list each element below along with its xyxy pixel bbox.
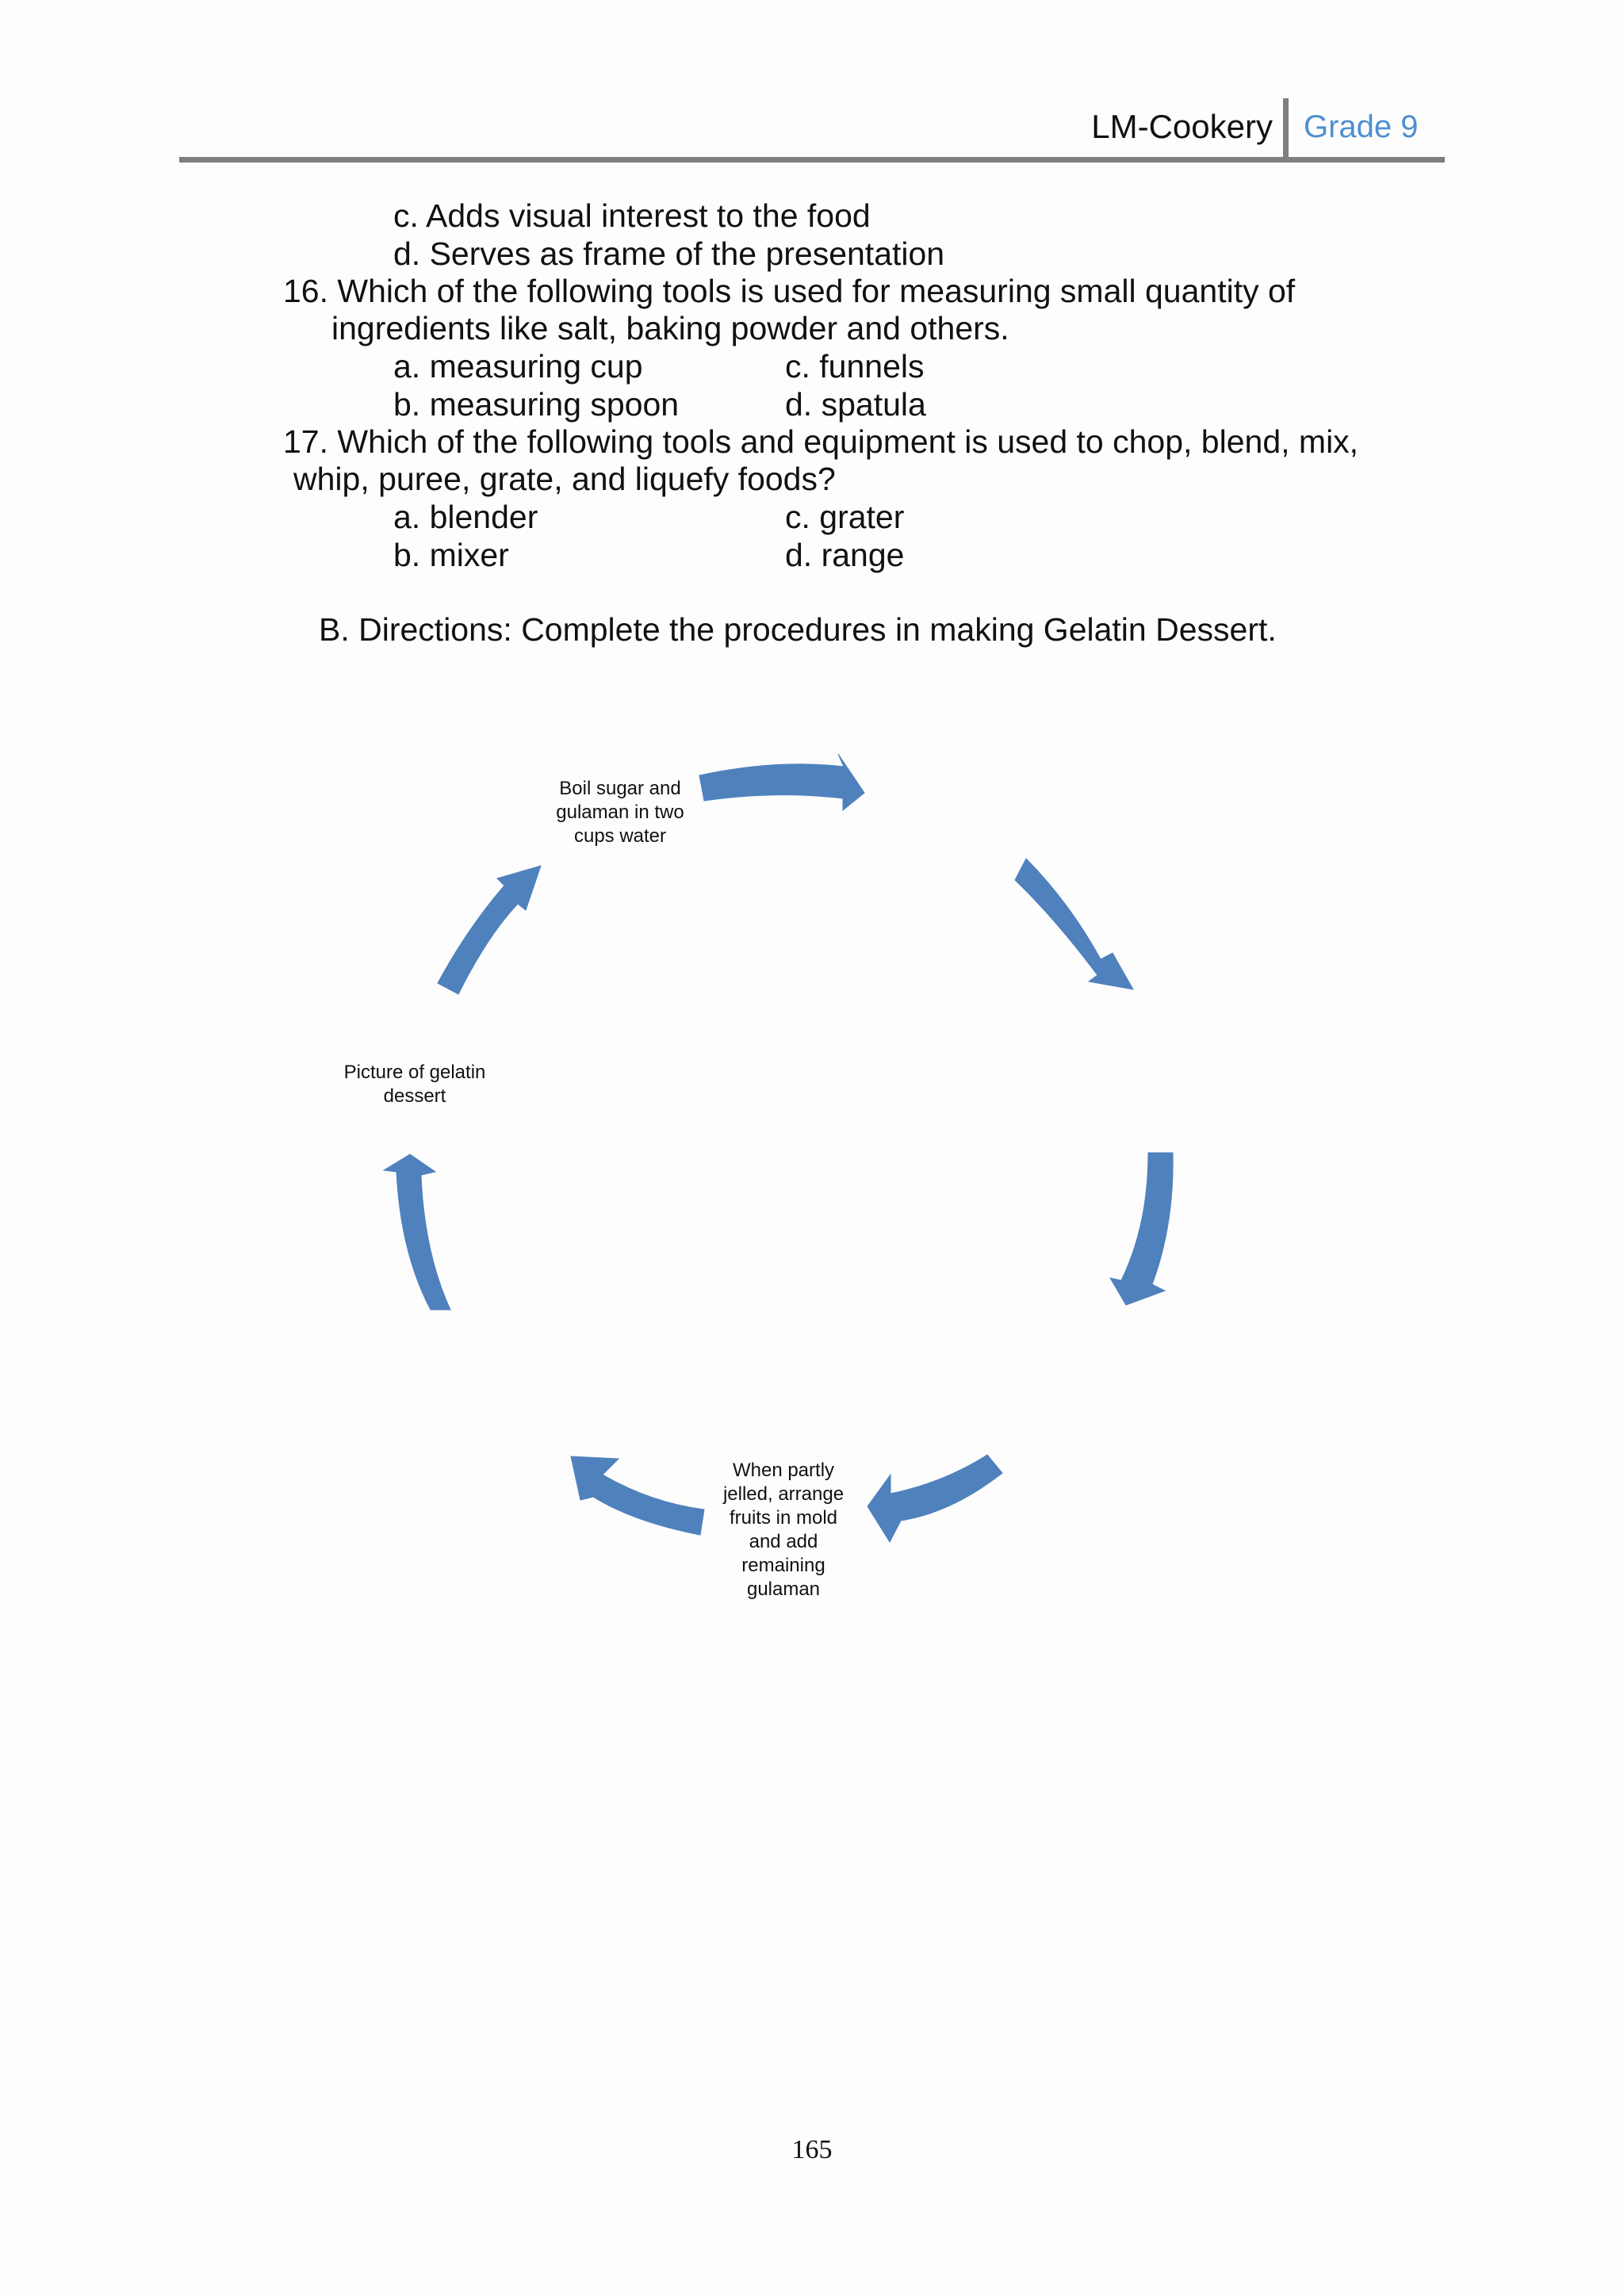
cycle-step-6-line: dessert (383, 1085, 446, 1107)
q15-option-c: c. Adds visual interest to the food (393, 197, 871, 234)
cycle-step-4-line: fruits in mold (729, 1507, 838, 1529)
cycle-step-4-label (699, 1459, 868, 1601)
cycle-step-4-line: gulaman (746, 1578, 821, 1600)
cycle-step-1-line: cups water (573, 825, 667, 847)
q16-option-b: b. measuring spoon (393, 386, 680, 423)
q17-stem-line2: whip, puree, grate, and liquefy foods? (293, 461, 836, 497)
cycle-step-6-label (327, 1061, 503, 1108)
cycle-arrow-7 (438, 866, 541, 994)
q16-option-c: c. funnels (785, 348, 925, 385)
q16-option-d: d. spatula (785, 386, 926, 423)
cycle-step-4-line: When partly (732, 1460, 835, 1481)
header-separator (1283, 98, 1289, 157)
cycle-step-6-line: Picture of gelatin (343, 1062, 486, 1083)
q17-option-b: b. mixer (393, 537, 509, 573)
q17-option-c: c. grater (785, 499, 905, 535)
cycle-step-4-line: and add (749, 1531, 818, 1552)
cycle-step-1-line: Boil sugar and (559, 778, 681, 799)
cycle-step-1-line: gulaman in two (556, 802, 684, 823)
q15-option-d: d. Serves as frame of the presentation (393, 235, 945, 272)
cycle-arrow-2 (1015, 859, 1133, 989)
q17-stem-line1: 17. Which of the following tools and equipment is used to chop, blend, mix, (283, 423, 1359, 460)
grade-label: Grade 9 (1304, 109, 1419, 144)
cycle-arrow-4 (868, 1455, 1002, 1542)
cycle-arrow-6 (384, 1154, 450, 1310)
course-title: LM-Cookery (1091, 108, 1273, 145)
cycle-step-1-label (530, 777, 710, 848)
q17-option-d: d. range (785, 537, 905, 573)
cycle-arrow-3 (1110, 1153, 1173, 1305)
page-number: 165 (791, 2135, 833, 2164)
q16-option-a: a. measuring cup (393, 348, 643, 385)
section-b-directions: B. Directions: Complete the procedures in making Gelatin Dessert. (319, 611, 1277, 648)
cycle-step-4-line: remaining (741, 1555, 825, 1576)
q16-stem-line2: ingredients like salt, baking powder and others. (331, 310, 1009, 346)
q17-option-a: a. blender (393, 499, 538, 535)
q16-stem-line1: 16. Which of the following tools is used for measuring small quantity of (283, 273, 1296, 309)
cycle-arrow-5 (571, 1456, 704, 1535)
header-rule (179, 157, 1445, 163)
cycle-arrow-1 (699, 754, 864, 810)
cycle-step-4-line: jelled, arrange (722, 1483, 845, 1505)
